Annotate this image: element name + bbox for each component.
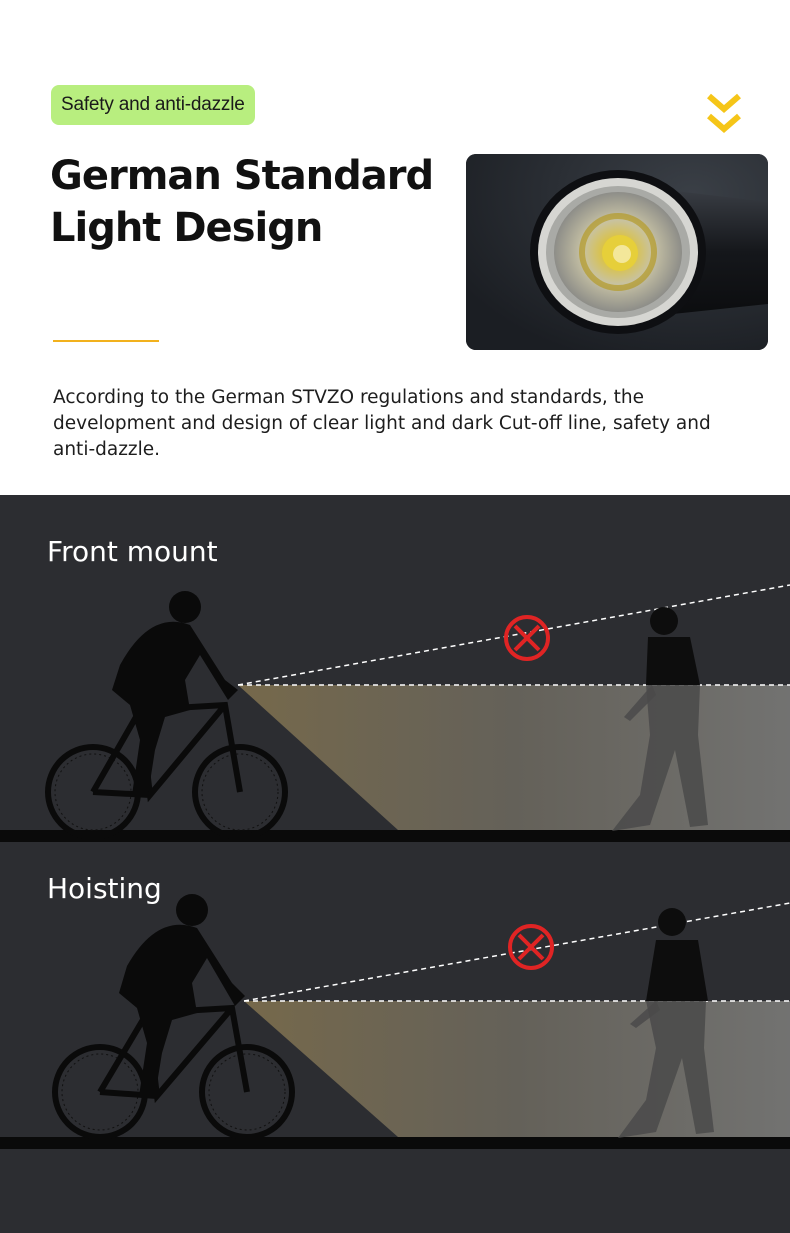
page-title <box>50 150 460 254</box>
description-line: According to the German STVZO regulations and standards, the <box>53 387 644 408</box>
title-line-2: Light Design <box>50 205 323 251</box>
hoisting-scene <box>0 848 790 1233</box>
accent-divider <box>53 340 159 342</box>
title-line-1: German Standard <box>50 153 434 199</box>
scene-label-front-mount: Front mount <box>47 535 218 568</box>
cyclist-silhouette <box>55 894 292 1137</box>
scene-label-hoisting: Hoisting <box>47 872 162 905</box>
description-line: development and design of clear light and dark Cut-off line, safety and <box>53 413 711 434</box>
glare-line <box>244 903 790 1001</box>
x-circle-icon <box>506 617 548 659</box>
headlight-product-photo <box>466 154 768 350</box>
description-text <box>53 385 768 463</box>
ground <box>0 1137 790 1149</box>
cyclist-silhouette <box>48 591 285 837</box>
glare-line <box>238 585 790 685</box>
front-mount-scene <box>0 495 790 848</box>
light-beam <box>238 685 790 830</box>
feature-tag: Safety and anti-dazzle <box>51 85 255 125</box>
double-chevron-down-icon <box>704 92 744 138</box>
intro-section <box>0 0 790 495</box>
description-line: anti-dazzle. <box>53 439 161 460</box>
